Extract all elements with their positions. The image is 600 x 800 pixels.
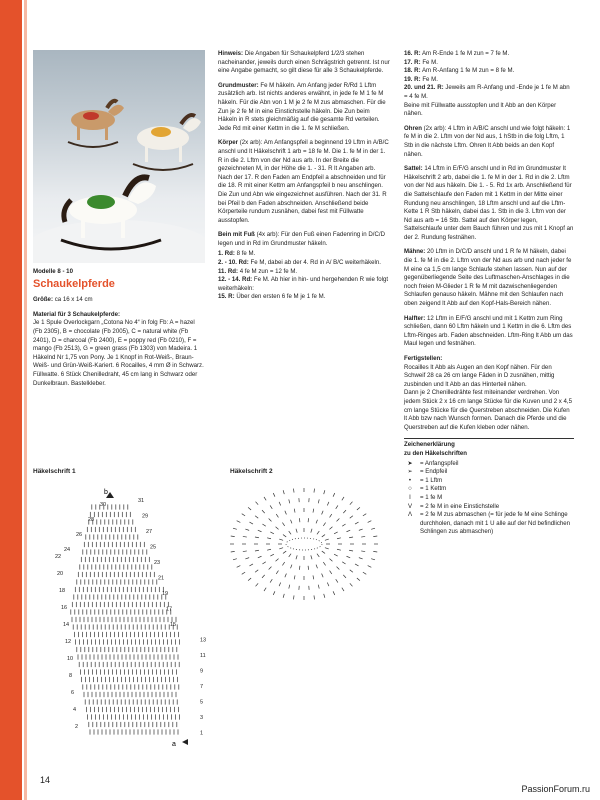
row-key: 19. R: (404, 75, 421, 83)
column-1 (33, 268, 205, 388)
stitch-mark (269, 567, 272, 570)
stitch-mark (296, 529, 297, 533)
stitch-mark (270, 579, 272, 582)
grundmuster-text: Fe M häkeln. Am Anfang jeder R/Rd 1 Lftm zusätzlich arb. Ist nichts anderes erwähnt, in jede fe M 1 fe M häkeln. Für die Abn von 1 M je 2 fe M zus abmaschen. Für die Zun je 2 fe M in eine Einstichstelle häkeln. Die Zun beim Häkeln in R stets gleichmäßig auf die gesamte Rd verteilen. Jede Rd mit einer Kettm in die 1. fe M schließen. (218, 81, 386, 132)
row-key: 15. R: (218, 293, 235, 301)
maehne-paragraph (404, 248, 574, 308)
stitch-mark (262, 524, 265, 526)
stitch-mark (355, 564, 359, 566)
stitch-mark (270, 554, 274, 556)
fertig-text-2: Dann je 2 Chenilledrähte fest miteinander verdrehen. Von jedem Stück 2 x 16 cm lange Stücke für die Kuven und 2 x 4,5 cm lange Stücke für die Querstreben abschneiden. Die Kufen lt Abb bzw nach Wunsch formen. Danach die Pferde und die Querstreben auf die Kufen kleben oder nähen. (404, 389, 573, 431)
stitch-mark (285, 574, 287, 578)
row-label: 7 (200, 684, 204, 690)
stitch-mark (323, 562, 325, 565)
stitch-mark (334, 554, 338, 556)
legend-item (404, 503, 574, 512)
bein-row (404, 59, 574, 68)
halfter-text: 12 Lftm in E/F/G anschl und mit 1 Kettm zum Ring schließen, dann 60 Lftm häkeln und 1 Kettm in die 6. Lftm des Lftm-Ringes arb. Faden abschneiden. Lftm-Ring lt Abb um das Maul legen und festnähen. (404, 314, 573, 348)
row-label: 17 (166, 606, 173, 613)
row-label: 27 (146, 529, 153, 535)
koerper-label: Körper (218, 139, 238, 147)
stitch-mark (327, 582, 329, 586)
stitch-mark (256, 583, 259, 586)
stitch-mark (258, 530, 262, 532)
fertig-label: Fertigstellen: (404, 355, 443, 362)
stitch-mark (276, 514, 278, 517)
stitch-mark (279, 548, 283, 549)
row-value: Fe M. Ab hier in hin- und hergehenden R wie folgt weiterhäkeln: (218, 276, 389, 292)
stitch-mark (233, 528, 237, 529)
crochet-chart-1 (30, 480, 220, 755)
dot-icon: • (408, 476, 412, 484)
stitch-mark (262, 510, 265, 513)
chart-2-stitches (230, 488, 378, 600)
stitch-mark (243, 551, 247, 552)
stitch-mark (317, 531, 319, 534)
end-arrow-icon: ➢ (407, 468, 413, 476)
arrow-b-label: b (104, 489, 108, 496)
stitch-mark (313, 509, 314, 513)
stitch-mark (262, 575, 265, 578)
legend-item (404, 511, 574, 537)
arrow-a-label: a (172, 741, 176, 748)
bein-label: Bein mit Fuß (218, 231, 255, 239)
bein-row (404, 50, 574, 59)
stitch-mark (359, 529, 363, 530)
stitch-mark (242, 572, 245, 574)
article-title: Schaukelpferde (33, 277, 115, 290)
bein-row (218, 268, 390, 277)
stitch-mark (350, 570, 353, 572)
stitch-mark (279, 502, 281, 506)
stitch-mark (316, 565, 317, 569)
v-icon: V (407, 502, 413, 510)
circle-icon: ○ (408, 485, 412, 493)
row-label: 8 (69, 673, 73, 679)
stitch-mark (294, 509, 295, 513)
stitch-mark (237, 521, 241, 523)
legend-text: = 2 fe M zus abmaschen (= für jede fe M eine Schlinge durchholen, danach mit 1 U alle auf der Nd befindlichen Schlingen zus abmaschen) (420, 511, 571, 536)
row-key: 1. Rd: (218, 250, 235, 258)
stitch-mark (318, 585, 319, 589)
hinweis-paragraph (218, 50, 390, 76)
stitch-mark (325, 539, 329, 540)
stitch-mark (289, 585, 290, 589)
stitch-mark (279, 539, 283, 540)
row-label: 18 (59, 588, 66, 594)
stitch-mark (248, 578, 251, 581)
stitch-mark (350, 583, 353, 586)
stitch-mark (291, 520, 292, 524)
stitch-mark (285, 511, 287, 515)
stitch-mark (283, 490, 284, 494)
stitch-mark (333, 591, 335, 595)
chart-1-title: Häkelschrift 1 (33, 468, 76, 475)
stitch-mark (283, 535, 286, 537)
stitch-mark (291, 565, 292, 569)
bein-row (218, 250, 390, 259)
legend-title-1: Zeichenerklärung (404, 441, 455, 449)
stitch-mark (231, 536, 235, 537)
stitch-mark (324, 594, 325, 598)
stitch-mark (342, 588, 344, 591)
column-2 (218, 50, 390, 302)
stitch-mark (368, 566, 372, 568)
stitch-mark (363, 514, 366, 516)
halfter-label: Halfter: (404, 314, 426, 322)
stitch-mark (255, 570, 258, 572)
row-label: 2 (75, 724, 79, 730)
stitch-mark (237, 566, 241, 568)
bein-row (218, 259, 390, 268)
row-label: 5 (200, 699, 204, 706)
stitch-mark (316, 520, 317, 524)
stitch-mark (231, 551, 235, 552)
row-value: Jeweils am R-Anfang und -Ende je 1 fe M abn = 4 fe M. (404, 84, 570, 100)
stitch-mark (311, 555, 312, 559)
row-label: 21 (158, 575, 165, 582)
stitch-mark (333, 493, 335, 497)
row-label: 11 (200, 653, 206, 659)
stitch-mark (337, 549, 341, 550)
stitch-mark (255, 516, 258, 518)
bein-row (218, 293, 390, 302)
bein-row (404, 84, 574, 101)
stitch-mark (293, 595, 294, 599)
stitch-mark (337, 538, 341, 539)
stitch-mark (289, 554, 291, 557)
stitch-mark (314, 595, 315, 599)
stitch-mark (346, 556, 350, 558)
stitch-mark (342, 524, 345, 526)
column-3 (404, 50, 574, 537)
stitch-mark (330, 571, 332, 574)
stitch-mark (279, 582, 281, 586)
stitch-mark (343, 575, 346, 578)
stitch-mark (258, 556, 262, 558)
row-label: 26 (76, 532, 83, 538)
bar-icon: I (409, 493, 411, 501)
row-key: 11. Rd: (218, 267, 238, 275)
stitch-mark (343, 510, 346, 513)
maehne-text: 20 Lftm in D/C/D anschl und 1 R fe M häkeln, dabei die 1. fe M in die 2. Lftm von der Nd aus arb und nach jeder fe M eine ca 1,5 cm lange Schlaufe stehen lassen. Nun auf der gegenüberliegende Seite des Luftmaschen-Anschlages in die noch freien M-Glieder 1 R fe M mit dazwischenliegenden Schlaufen genauso häkeln. Mähne mit den Schlaufen nach oben zeigend lt Abb auf den Kopf-Hals-Bereich nähen. (404, 248, 572, 308)
sattel-label: Sattel: (404, 165, 423, 173)
row-label: 14 (63, 622, 70, 628)
stitch-mark (337, 519, 340, 522)
crochet-chart-2 (222, 478, 392, 628)
stitch-mark (368, 521, 372, 523)
legend-text: = Anfangspfeil (420, 459, 459, 467)
stitch-mark (256, 502, 259, 505)
stitch-mark (267, 549, 271, 550)
stitch-mark (355, 522, 359, 524)
row-label: 20 (57, 571, 64, 577)
page-number: 14 (40, 775, 51, 785)
legend-divider (404, 438, 574, 439)
start-arrow-icon (182, 739, 188, 745)
hinweis-text: Die Angaben für Schaukelpferd 1/2/3 stehen nacheinander, jeweils durch einen Schrägstrich getrennt. Ist nur eine Angabe gemacht, so gilt diese für alle 3 Schaukelpferde. (218, 50, 390, 75)
row-key: 20. und 21. R: (404, 84, 444, 92)
ohren-paragraph (404, 125, 574, 159)
row-label: 13 (200, 637, 207, 644)
stitch-mark (373, 536, 377, 537)
row-value: Fe M. (422, 75, 438, 83)
stitch-mark (273, 493, 275, 497)
row-label: 28 (88, 517, 95, 523)
stitch-mark (359, 558, 363, 559)
legend-item (404, 477, 574, 486)
stitch-mark (322, 535, 325, 537)
legend-text: = 1 fe M (420, 493, 443, 501)
row-key: 2. - 10. Rd: (218, 259, 249, 267)
lambda-icon: Λ (407, 511, 413, 519)
bein-row (218, 276, 390, 293)
stitch-mark (283, 551, 286, 553)
stitch-mark (330, 514, 332, 517)
legend-text: = 2 fe M in eine Einstichstelle (420, 502, 500, 510)
stitch-mark (264, 588, 266, 591)
chart-2-title: Häkelschrift 2 (230, 468, 273, 475)
stitch-mark (350, 502, 353, 505)
stitch-mark (283, 594, 284, 598)
stitch-mark (357, 578, 360, 581)
stitch-mark (311, 529, 312, 533)
row-label: 6 (71, 690, 75, 696)
stitch-mark (282, 562, 284, 565)
koerper-text: (2x arb): Am Anfangspfeil a beginnend 19 Lftm in A/B/C anschl und lt Häkelschrift 1 arb = 18 fe M. Die 1. fe M in der 1. R in die 2. Lftm von der Nd aus arb. In der Breite die gezeichneten M, in der Höhe die 1. - 31. R lt Angaben arb. Nach der 17. R den Faden am Endpfeil a abschneiden und für die 18. R mit einer Kettm am Anfangspfeil b neu anschlingen. Die Zun und Abn wie eingezeichnet ausführen. Nach der 31. R bei Pfeil b den Faden abschneiden. Anschließend beide Körperteile rundum zusnähen, dabei fest mit Füllwatte ausstopfen. (218, 139, 389, 224)
stitch-mark (233, 559, 237, 560)
row-label: 1 (200, 730, 204, 737)
stitch-mark (264, 497, 266, 500)
site-watermark: PassionForum.ru (521, 784, 590, 794)
grundmuster-paragraph (218, 82, 390, 134)
left-accent-bar (0, 0, 22, 800)
row-label: 9 (200, 668, 204, 675)
stitch-mark (276, 559, 279, 562)
stitch-mark (336, 505, 338, 508)
sattel-paragraph (404, 165, 574, 242)
row-value: 8 fe M. (236, 250, 256, 258)
stitch-mark (350, 516, 353, 518)
stitch-mark (249, 522, 253, 524)
stitch-mark (346, 530, 350, 532)
row-value: Am R-Anfang 1 fe M zun = 8 fe M. (421, 67, 515, 75)
stitch-mark (371, 559, 375, 560)
stitch-mark (249, 564, 253, 566)
bein-text: (4x arb): Für den Fuß einen Fadenring in D/C/D legen und in Rd im Grundmuster häkeln. (218, 231, 385, 247)
stitch-mark (334, 532, 338, 534)
row-value: 4 fe M zun = 12 fe M. (239, 267, 298, 275)
model-label: Modelle 8 - 10 (33, 268, 73, 275)
koerper-paragraph (218, 139, 390, 225)
stitch-mark (323, 523, 325, 526)
stitch-mark (276, 527, 279, 530)
legend-item (404, 494, 574, 503)
bein-paragraph (218, 231, 390, 248)
stitch-mark (325, 548, 329, 549)
row-value: Fe M. (422, 58, 438, 66)
row-label: 31 (138, 498, 145, 504)
rocking-horses-photo (33, 50, 205, 263)
row-key: 18. R: (404, 67, 421, 75)
halfter-paragraph (404, 315, 574, 349)
bein-row (404, 76, 574, 85)
stitch-mark (371, 528, 375, 529)
stitch-mark (314, 489, 315, 493)
row-label: 4 (73, 707, 77, 713)
stitch-mark (269, 519, 272, 522)
chain-ring (286, 538, 322, 550)
stitch-mark (349, 537, 353, 538)
stitch-mark (294, 575, 295, 579)
stitch-mark (363, 572, 366, 574)
ohren-text: (2x arb): 4 Lftm in A/B/C anschl und wie folgt häkeln: 1 fe M in die 2. Lftm von der Nd aus, 1 hStb in die folg Lftm, 1 Stb in die nächste Lftm. Ohren lt Abb beids an den Kopf nähen. (404, 124, 571, 158)
stitch-mark (357, 507, 360, 510)
row-label: 16 (61, 605, 68, 611)
material-label: Material für 3 Schaukelpferde: (33, 310, 121, 318)
row-label: 24 (64, 547, 71, 553)
stitch-mark (242, 514, 245, 516)
stitch-mark (262, 562, 265, 564)
row-label: 29 (142, 513, 149, 520)
row-value: Über den ersten 6 fe M je 1 fe M. (236, 293, 326, 301)
row-label: 3 (200, 715, 204, 721)
stitch-mark (327, 502, 329, 506)
stitch-mark (313, 575, 314, 579)
stitch-mark (322, 551, 325, 553)
legend-text: = 1 Kettm (420, 485, 447, 493)
row-key: 12. - 14. Rd: (218, 276, 253, 284)
grundmuster-label: Grundmuster: (218, 81, 259, 89)
legend-item (404, 485, 574, 494)
legend-text: = Endpfeil (420, 468, 448, 476)
stitch-mark (273, 591, 275, 595)
stitch-mark (243, 536, 247, 537)
chart-1-stitches (71, 504, 180, 734)
stitch-mark (336, 579, 338, 582)
left-accent-line (24, 0, 27, 800)
stitch-mark (245, 558, 249, 559)
beine-end: Beine mit Füllwatte ausstopfen und lt Abb an den Körper nähen. (404, 101, 557, 118)
stitch-mark (270, 532, 274, 534)
stitch-mark (282, 523, 284, 526)
row-value: Fe M, dabei ab der 4. Rd in A/ B/C weiterhäkeln. (250, 259, 381, 267)
bein-row (404, 67, 574, 76)
stitch-mark (318, 499, 319, 503)
stitch-mark (255, 550, 259, 551)
hinweis-label: Hinweis: (218, 50, 244, 57)
stitch-mark (342, 497, 344, 500)
stitch-mark (324, 490, 325, 494)
stitch-mark (337, 567, 340, 570)
stitch-mark (270, 505, 272, 508)
row-label: 19 (162, 591, 169, 597)
row-label: 12 (65, 639, 72, 645)
stitch-mark (248, 507, 251, 510)
legend-title-2: zu den Häkelschriften (404, 449, 467, 457)
material-text: Je 1 Spule Overlockgarn „Cotona No 4“ in folg Fb: A = hazel (Fb 2305), B = chocolate (Fb 2005), C = natural white (Fb 2401), D = charcoal (Fb 2400), E = poppy red (Fb 0210), F = mango (Fb 2513), G = green grass (Fb 1303) von Madeira. 1 Häkelnd Nr 1,75 von Pony. Je 1 Knopf in Rot-Weiß-, Braun-Weiß- und Grün-Weiß-Kariert. 6 Rocailles, 4 mm Ø in Schwarz. Füllwatte. 6 Stück Chenilledraht, 45 cm lang in Schwarz oder Dunkelbraun. Bastelkleber. (33, 319, 204, 387)
stitch-mark (342, 562, 345, 564)
legend-item (404, 468, 574, 477)
sattel-text: 14 Lftm in E/F/G anschl und in Rd im Grundmuster lt Häkelschrift 2 arb, dabei die 1. fe M in der 1. Rd in die 2. Lftm von der Nd aus häkeln. Die 1. - 5. Rd 1x arb. Anschließend für die Sattelschlaufe den Faden mit 1 Kettm in der Mitte einer Rundung neu anschlingen, 18 Lftm anschl und auf die Lftm-Kette 1 R Stb häkeln, dabei das 1. Stb in die 3. Lftm von der Nd aus arb = 16 Stb. Sattel auf den Körper legen, Sattelschlaufe unter dem Bauch führen und zus mit 1 Knopf an der 2. Rundung festnähen. (404, 165, 574, 241)
stitch-mark (267, 538, 271, 539)
legend-text: = 1 Lftm (420, 476, 443, 484)
chart-1-row-labels (55, 498, 206, 737)
stitch-mark (293, 489, 294, 493)
row-value: Am R-Ende 1 fe M zun = 7 fe M. (421, 50, 510, 57)
stitch-mark (296, 555, 297, 559)
maehne-label: Mähne: (404, 248, 426, 256)
stitch-mark (322, 511, 324, 515)
row-key: 16. R: (404, 50, 421, 57)
start-arrow-icon: ➤ (407, 459, 413, 467)
ohren-label: Ohren (404, 124, 422, 132)
stitch-mark (349, 550, 353, 551)
stitch-mark (255, 537, 259, 538)
stitch-mark (317, 554, 319, 557)
stitch-mark (361, 551, 365, 552)
row-label: 10 (67, 656, 74, 662)
row-label: 23 (154, 560, 161, 566)
stitch-mark (289, 499, 290, 503)
size-value: ca 16 x 14 cm (54, 296, 93, 304)
stitch-mark (329, 527, 332, 530)
legend-item (404, 460, 574, 469)
stitch-mark (361, 536, 365, 537)
row-label: 30 (100, 502, 107, 508)
stitch-mark (245, 529, 249, 530)
row-label: 25 (150, 544, 157, 551)
stitch-mark (289, 531, 291, 534)
row-label: 22 (55, 554, 62, 560)
stitch-mark (322, 574, 324, 578)
row-label: 15 (170, 622, 177, 628)
stitch-mark (276, 571, 278, 574)
stitch-mark (373, 551, 377, 552)
fertig-text-1: Rocailles lt Abb als Augen an den Kopf nähen. Für den Schweif 28 ca 26 cm lange Fäden in D zusnähen, mittig zusbinden und lt Abb an das Hinterteil nähen. (404, 363, 555, 388)
stitch-mark (329, 559, 332, 562)
size-paragraph (33, 296, 205, 305)
row-key: 17. R: (404, 58, 421, 66)
size-label: Größe: (33, 296, 53, 304)
